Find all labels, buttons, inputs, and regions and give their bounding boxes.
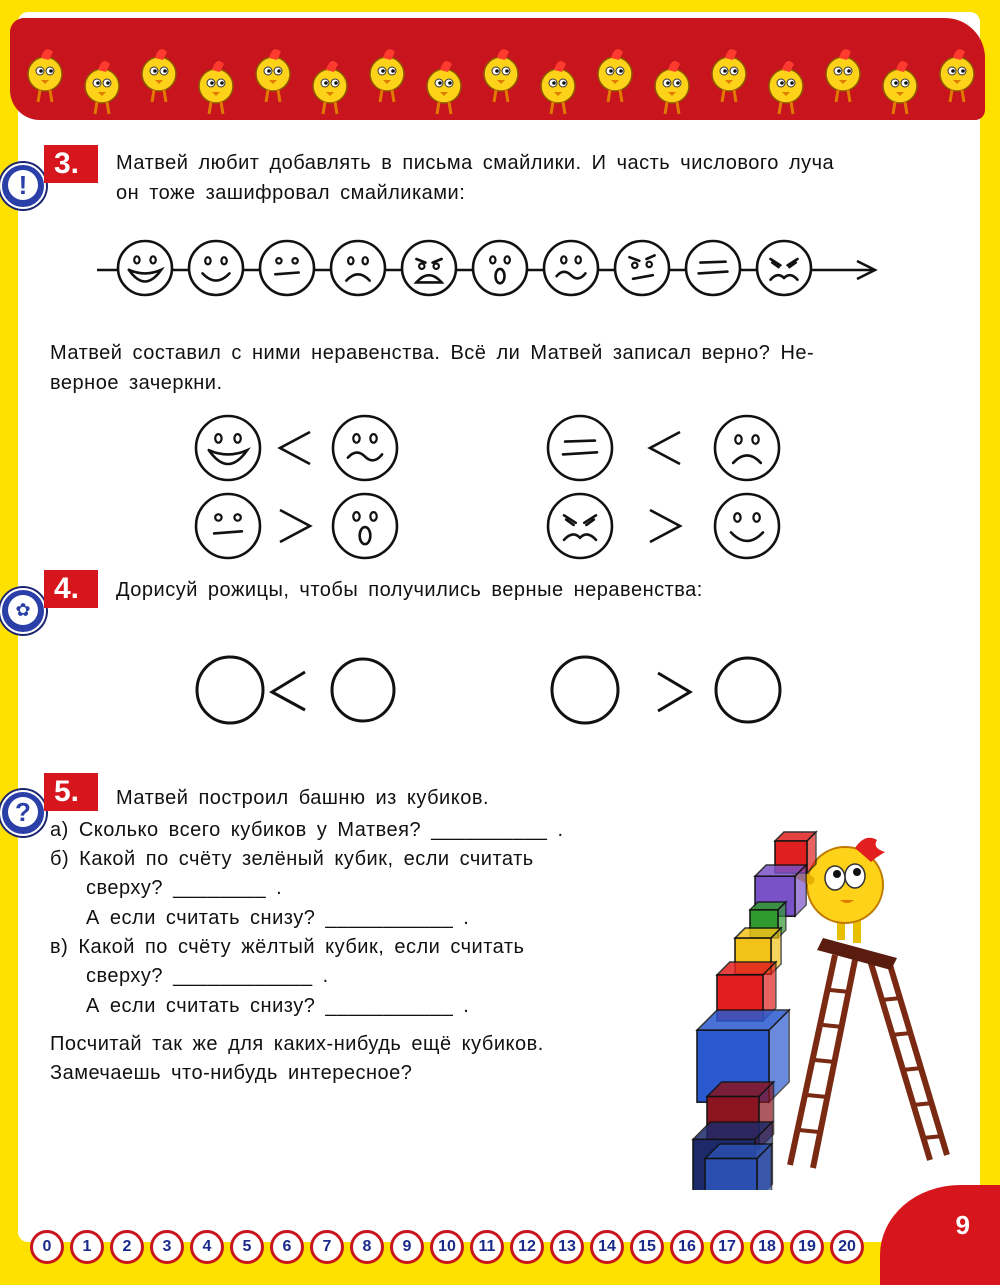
face-neutral-icon <box>196 494 260 558</box>
face-laughing-icon <box>118 241 172 295</box>
face-neutral-icon <box>260 241 314 295</box>
number-circle: 8 <box>350 1230 384 1264</box>
number-circle: 14 <box>590 1230 624 1264</box>
number-circle: 12 <box>510 1230 544 1264</box>
number-circle: 6 <box>270 1230 304 1264</box>
exclamation-icon: ! <box>0 163 46 209</box>
task3-text-line2: он тоже зашифровал смайликами: <box>116 182 466 204</box>
face-flat-icon <box>548 416 612 480</box>
number-circle: 3 <box>150 1230 184 1264</box>
question-b-line3: А если считать снизу? ___________ . <box>86 907 470 929</box>
chick-icon <box>883 61 917 114</box>
chick-icon <box>256 49 290 102</box>
chick-icon <box>313 61 347 114</box>
question-b-line1: б) Какой по счёту зелёный кубик, если считать <box>50 848 534 870</box>
task3-text-line1: Матвей любит добавлять в письма смайлики. И часть числового луча <box>116 152 835 174</box>
task5-text: Матвей построил башню из кубиков. <box>116 787 490 809</box>
greater-than-sign <box>658 673 690 711</box>
chick-icon <box>712 49 746 102</box>
task3-text2 <box>50 338 950 398</box>
chick-icon <box>85 61 119 114</box>
task3-text2-line2: верное зачеркни. <box>50 372 223 394</box>
greater-than-sign <box>280 510 310 542</box>
chick-on-ladder-illustration <box>685 820 955 1190</box>
number-ray <box>95 235 885 305</box>
number-circle: 10 <box>430 1230 464 1264</box>
face-sad-icon <box>715 416 779 480</box>
question-icon: ? <box>0 790 46 836</box>
chicks-illustration <box>10 18 985 120</box>
face-flat-icon <box>686 241 740 295</box>
chick-icon <box>541 61 575 114</box>
number-circle: 19 <box>790 1230 824 1264</box>
face-surprised-icon <box>333 494 397 558</box>
number-circle: 4 <box>190 1230 224 1264</box>
question-c-line2: сверху? ____________ . <box>86 965 329 987</box>
face-smiling-icon <box>189 241 243 295</box>
task4-number: 4. <box>44 570 98 608</box>
number-circle: 5 <box>230 1230 264 1264</box>
flowers-icon: ✿ <box>0 588 46 634</box>
ladder <box>790 955 947 1168</box>
number-circle: 0 <box>30 1230 64 1264</box>
task4-text: Дорисуй рожицы, чтобы получились верные неравенства: <box>116 579 703 601</box>
cube <box>705 1144 772 1190</box>
face-smiling-icon <box>715 494 779 558</box>
chick-icon <box>28 49 62 102</box>
face-confused-icon <box>615 241 669 295</box>
number-circle: 20 <box>830 1230 864 1264</box>
number-circle: 11 <box>470 1230 504 1264</box>
face-surprised-icon <box>473 241 527 295</box>
number-circle: 7 <box>310 1230 344 1264</box>
less-than-sign <box>280 432 310 464</box>
question-c-line3: А если считать снизу? ___________ . <box>86 995 470 1017</box>
number-circle: 17 <box>710 1230 744 1264</box>
number-circle: 2 <box>110 1230 144 1264</box>
question-b-line2: сверху? ________ . <box>86 877 283 899</box>
face-very-sad-icon <box>402 241 456 295</box>
draw-faces <box>180 650 800 740</box>
inequalities <box>180 408 800 568</box>
chick-icon <box>142 49 176 102</box>
chick-icon <box>484 49 518 102</box>
page-number: 9 <box>955 1210 970 1240</box>
number-circle: 18 <box>750 1230 784 1264</box>
chick-icon <box>598 49 632 102</box>
greater-than-sign <box>650 510 680 542</box>
number-circle: 16 <box>670 1230 704 1264</box>
chick-icon <box>769 61 803 114</box>
outro-line2: Замечаешь что-нибудь интересное? <box>50 1062 413 1084</box>
number-circle: 1 <box>70 1230 104 1264</box>
task3-number: 3. <box>44 145 98 183</box>
face-wavy-mouth-icon <box>333 416 397 480</box>
chicks-banner <box>10 18 985 120</box>
question-c-line1: в) Какой по счёту жёлтый кубик, если считать <box>50 936 525 958</box>
chick-icon <box>370 49 404 102</box>
question-a: а) Сколько всего кубиков у Матвея? __________ . <box>50 819 564 841</box>
less-than-sign <box>272 672 305 710</box>
outro-line1: Посчитай так же для каких-нибудь ещё кубиков. <box>50 1033 544 1055</box>
task5-number: 5. <box>44 773 98 811</box>
number-strip <box>30 1228 890 1268</box>
face-sad-icon <box>331 241 385 295</box>
chick-icon <box>940 49 974 102</box>
blank-face-2[interactable] <box>332 659 394 721</box>
chick-icon <box>199 61 233 114</box>
chick-icon <box>826 49 860 102</box>
less-than-sign <box>650 432 680 464</box>
chick-icon <box>655 61 689 114</box>
face-laughing-icon <box>196 416 260 480</box>
number-circle: 9 <box>390 1230 424 1264</box>
number-circle: 15 <box>630 1230 664 1264</box>
blank-face-3[interactable] <box>552 657 618 723</box>
face-angry-icon <box>757 241 811 295</box>
face-wavy-mouth-icon <box>544 241 598 295</box>
chick-icon <box>427 61 461 114</box>
task3-text2-line1: Матвей составил с ними неравенства. Всё ли Матвей записал верно? Не- <box>50 342 815 364</box>
face-angry-icon <box>548 494 612 558</box>
blank-face-4[interactable] <box>716 658 780 722</box>
task3-text <box>116 148 936 208</box>
blank-face-1[interactable] <box>197 657 263 723</box>
number-circle: 13 <box>550 1230 584 1264</box>
